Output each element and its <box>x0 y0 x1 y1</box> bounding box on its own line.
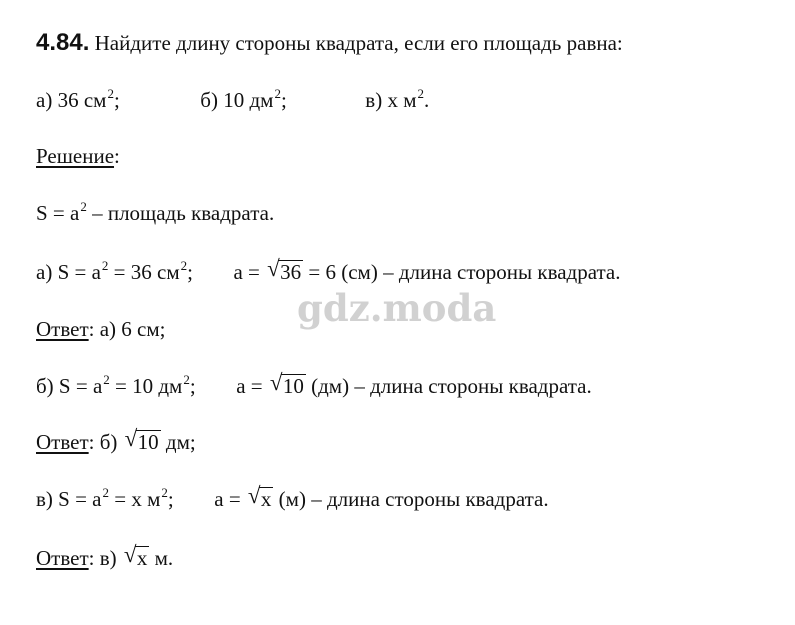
answer-a: Ответ: а) 6 см; <box>36 317 166 341</box>
solution-part-b: б) $S = a^2 = 10$ $дм^2$; a = √ 10 (дм) – длина стороны квадрата. <box>36 370 592 398</box>
task-number: 4.84. <box>36 29 90 56</box>
sqrt-x-answer: √ x <box>123 542 148 570</box>
solution-part-a: а) $S = a^2 = 36$ $см^2$; a = √ 36 = 6 (см) – длина стороны квадрата. <box>36 256 621 284</box>
answer-b: Ответ: б) √ 10 дм; <box>36 426 196 454</box>
sqrt-x: √ x <box>247 483 272 511</box>
solution-label: Решение <box>36 144 115 168</box>
option-a: а) 36 $см^2$; <box>36 86 120 112</box>
option-b: б) 10 $дм^2$; <box>200 86 287 112</box>
answer-label: Ответ <box>36 317 89 341</box>
sqrt-10: √ 10 <box>269 370 304 398</box>
sqrt-10-answer: √ 10 <box>124 426 159 454</box>
answer-label: Ответ <box>36 546 89 570</box>
task-statement <box>36 30 623 56</box>
option-c: в) x $м^2$. <box>365 86 430 112</box>
task-options <box>36 87 429 116</box>
answer-c: Ответ: в) √ x м. <box>36 542 174 570</box>
solution-heading: Решение: <box>36 144 120 168</box>
watermark: gdz.moda <box>297 286 497 330</box>
area-formula: $S = a^2$ – площадь квадрата. <box>36 199 275 225</box>
sqrt-36: √ 36 <box>267 256 302 284</box>
answer-label: Ответ <box>36 430 89 454</box>
solution-part-c: в) $S = a^2 = x$ $м^2$; a = √ x (м) – длина стороны квадрата. <box>36 483 549 511</box>
task-text: Найдите длину стороны квадрата, если его площадь равна: <box>89 31 623 55</box>
